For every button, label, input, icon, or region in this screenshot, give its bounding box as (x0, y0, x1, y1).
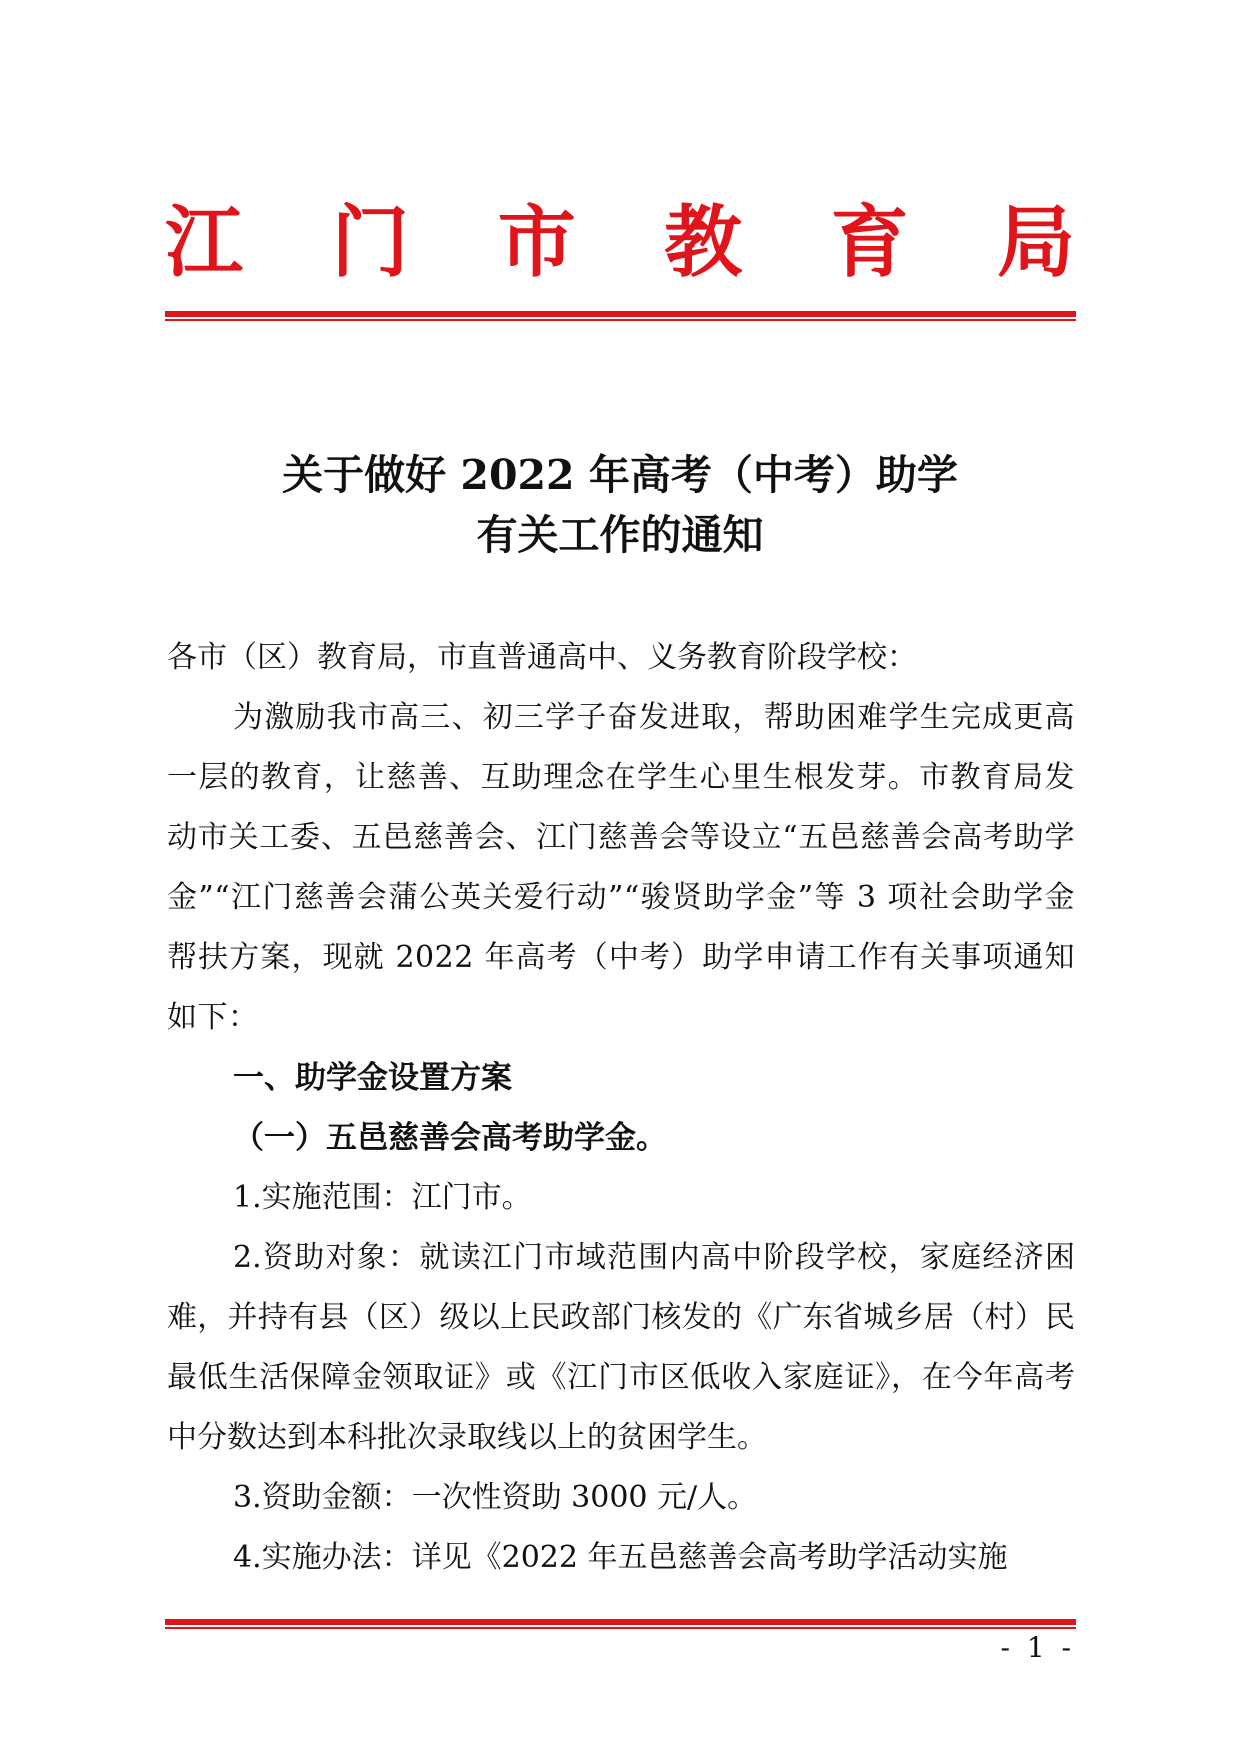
masthead-char: 门 (331, 197, 410, 288)
masthead-divider (165, 311, 1076, 321)
salutation: 各市（区）教育局，市直普通高中、义务教育阶段学校： (167, 640, 917, 675)
footer-divider (165, 1619, 1076, 1629)
list-item: 2.资助对象：就读江门市域范围内高中阶段学校，家庭经济困难，并持有县（区）级以上民政部门核发的《广东省城乡居（村）民最低生活保障金领取证》或《江门市区低收入家庭证》，在今年高考中分数达到本科批次录取线以上的贫困学生。 (167, 1240, 1075, 1455)
masthead-char: 市 (497, 197, 576, 288)
masthead-char: 育 (830, 197, 909, 288)
page-number: - 1 - (1000, 1631, 1075, 1664)
masthead-char: 教 (664, 197, 743, 288)
list-item: 1.实施范围：江门市。 (233, 1180, 532, 1215)
masthead-title (165, 198, 1075, 288)
intro-paragraph: 为激励我市高三、初三学子奋发进取，帮助困难学生完成更高一层的教育，让慈善、互助理念在学生心里生根发芽。市教育局发动市关工委、五邑慈善会、江门慈善会等设立“五邑慈善会高考助学金”“江门慈善会蒲公英关爱行动”“骏贤助学金”等 3 项社会助学金帮扶方案，现就 2022 年高考（中考）助学申请工作有关事项通知如下： (167, 700, 1075, 1035)
document-title-line-1: 关于做好 2022 年高考（中考）助学 (282, 451, 958, 499)
masthead-char: 局 (996, 197, 1075, 288)
subsection-heading: （一）五邑慈善会高考助学金。 (233, 1120, 667, 1156)
list-item: 3.资助金额：一次性资助 3000 元/人。 (233, 1480, 758, 1515)
document-title-line-2: 有关工作的通知 (476, 511, 764, 559)
section-heading: 一、助学金设置方案 (233, 1060, 512, 1096)
masthead-char: 江 (165, 197, 244, 288)
list-item: 4.实施办法：详见《2022 年五邑慈善会高考助学活动实施 (233, 1540, 1008, 1575)
